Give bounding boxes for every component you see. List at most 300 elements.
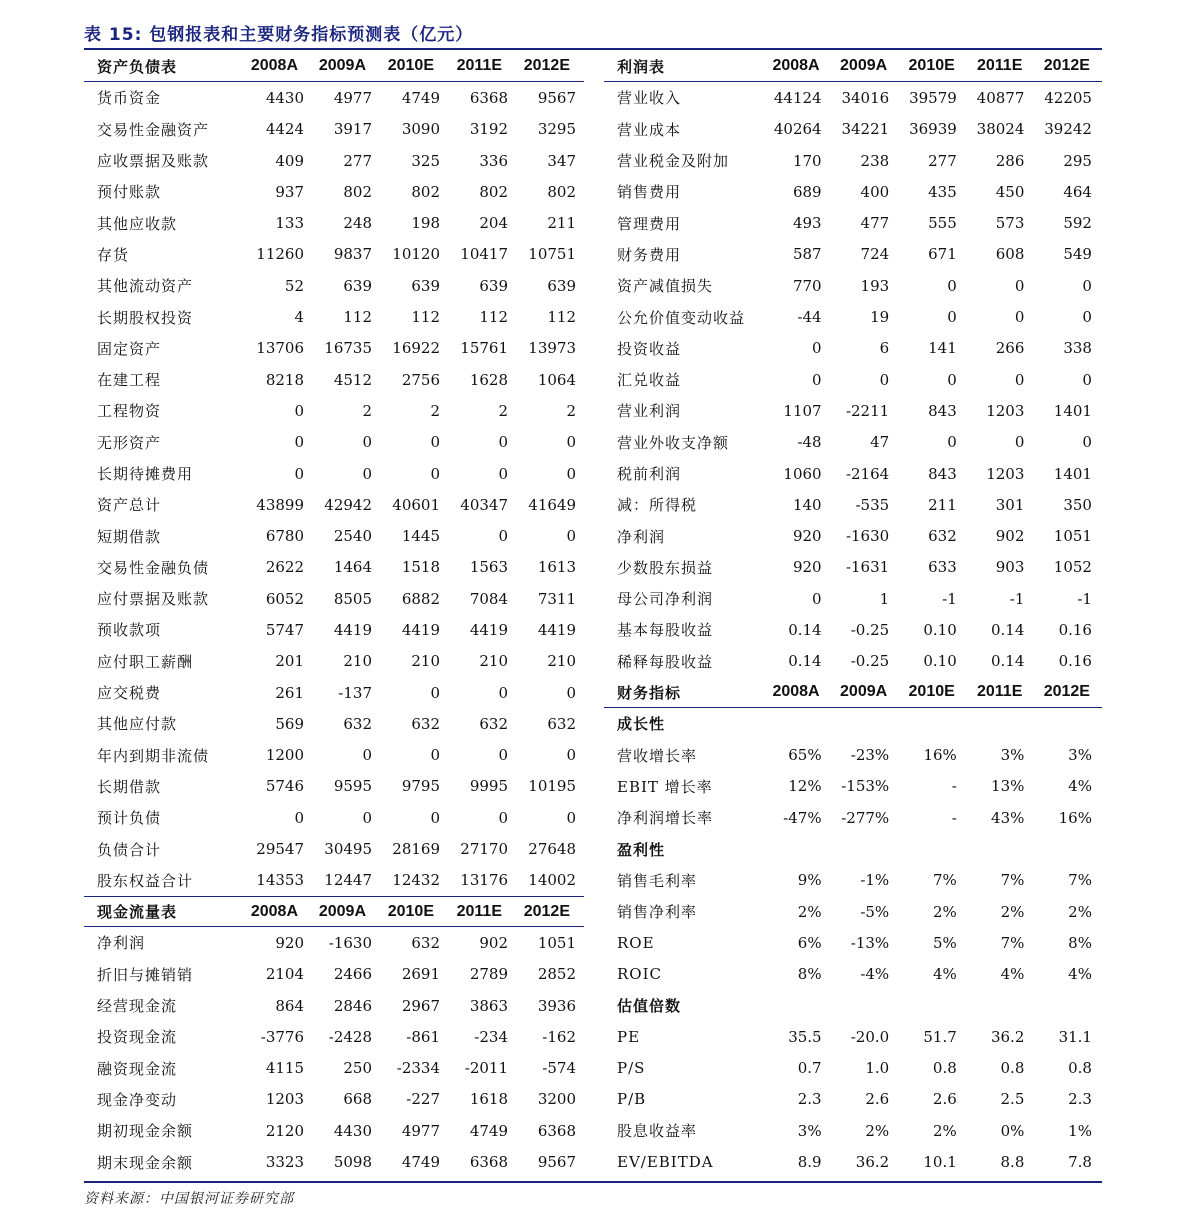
row-label: 股息收益率	[617, 1122, 698, 1141]
value-cell: 0	[430, 808, 440, 827]
row-label: 财务指标	[617, 683, 682, 702]
income-statement-header	[604, 51, 1102, 82]
value-cell: 4419	[537, 620, 576, 639]
value-cell: 2%	[1068, 902, 1092, 921]
value-cell: 16735	[324, 339, 372, 358]
row-label: 经营现金流	[97, 997, 178, 1016]
value-cell: 4%	[1068, 965, 1092, 984]
table-row	[84, 583, 584, 614]
value-cell: 3863	[469, 996, 508, 1015]
table-row	[84, 301, 584, 332]
row-label: 稀释每股收益	[617, 652, 714, 671]
value-cell: 4977	[333, 88, 372, 107]
row-label: 固定资产	[97, 339, 162, 358]
value-cell: 1060	[783, 464, 822, 483]
table-row	[604, 614, 1102, 645]
value-cell: 2012E	[523, 902, 570, 920]
value-cell: 9595	[333, 777, 372, 796]
value-cell: -1%	[860, 871, 890, 890]
value-cell: 0	[947, 370, 957, 389]
value-cell: 2967	[401, 996, 440, 1015]
table-row	[84, 427, 584, 458]
value-cell: 4749	[401, 1153, 440, 1172]
value-cell: 2009A	[840, 683, 888, 701]
value-cell: 2%	[1000, 902, 1025, 921]
value-cell: 0	[498, 683, 508, 702]
row-label: 销售毛利率	[617, 871, 698, 890]
section-title: 盈利性	[617, 840, 666, 859]
row-label: 营业外收支净额	[617, 433, 730, 452]
value-cell: 14002	[528, 871, 576, 890]
row-label: 少数股东损益	[617, 558, 714, 577]
table-row	[604, 1115, 1102, 1146]
value-cell: -574	[542, 1059, 576, 1078]
row-label: 负债合计	[97, 840, 162, 859]
value-cell: 1628	[469, 370, 508, 389]
value-cell: 920	[275, 933, 304, 952]
value-cell: -2334	[396, 1059, 440, 1078]
value-cell: 2010E	[387, 57, 434, 75]
row-label: 在建工程	[97, 371, 162, 390]
table-row	[604, 1146, 1102, 1177]
value-cell: 2008A	[250, 902, 298, 920]
value-cell: 0.8	[932, 1059, 957, 1078]
value-cell: 592	[1063, 214, 1092, 233]
value-cell: 36.2	[990, 1027, 1025, 1046]
value-cell: 2.5	[1000, 1090, 1025, 1109]
value-cell: 3295	[537, 120, 576, 139]
value-cell: 400	[860, 182, 890, 201]
value-cell: 3936	[537, 996, 576, 1015]
section-header	[604, 708, 1102, 739]
value-cell: 301	[995, 495, 1025, 514]
value-cell: 34221	[841, 120, 890, 139]
value-cell: 0	[430, 746, 440, 765]
row-label: 预计负债	[97, 809, 162, 828]
value-cell: 2622	[265, 558, 304, 577]
value-cell: 1563	[469, 558, 508, 577]
value-cell: 28169	[392, 840, 440, 859]
row-label: 交易性金融资产	[97, 120, 210, 139]
row-label: 无形资产	[97, 433, 162, 452]
value-cell: -2211	[845, 401, 890, 420]
value-cell: 6882	[401, 589, 440, 608]
value-cell: 51.7	[923, 1027, 957, 1046]
table-row	[84, 82, 584, 113]
row-label: 营业成本	[617, 120, 682, 139]
row-label: 其他应收款	[97, 214, 178, 233]
value-cell: 347	[547, 151, 576, 170]
value-cell: 0	[566, 464, 576, 483]
value-cell: 40347	[460, 495, 508, 514]
table-row	[604, 552, 1102, 583]
value-cell: 8505	[333, 589, 372, 608]
value-cell: 409	[275, 151, 304, 170]
value-cell: 16%	[923, 746, 957, 765]
value-cell: 0	[1014, 370, 1025, 389]
value-cell: 0.10	[923, 652, 957, 671]
table-row	[84, 114, 584, 145]
value-cell: 35.5	[788, 1027, 822, 1046]
table-row	[84, 270, 584, 301]
row-label: 应交税费	[97, 684, 162, 703]
value-cell: 864	[275, 996, 304, 1015]
value-cell: 4749	[401, 88, 440, 107]
value-cell: 1052	[1053, 558, 1092, 577]
value-cell: 210	[479, 652, 508, 671]
value-cell: 4749	[469, 1121, 508, 1140]
value-cell: 42942	[324, 495, 372, 514]
value-cell: -234	[474, 1027, 508, 1046]
section-header	[604, 990, 1102, 1021]
value-cell: 903	[995, 558, 1025, 577]
value-cell: 1464	[333, 558, 372, 577]
table-row	[604, 520, 1102, 551]
table-row	[604, 207, 1102, 238]
row-label: 应付票据及账款	[97, 590, 210, 609]
row-label: 净利润增长率	[617, 809, 714, 828]
table-row	[84, 176, 584, 207]
value-cell: 8%	[797, 965, 822, 984]
row-label: 长期借款	[97, 777, 162, 796]
row-label: ROIC	[617, 965, 662, 984]
value-cell: 549	[1063, 245, 1092, 264]
table-row	[604, 364, 1102, 395]
value-cell: -535	[855, 495, 890, 514]
value-cell: 4430	[333, 1121, 372, 1140]
value-cell: 0	[566, 746, 576, 765]
value-cell: 671	[928, 245, 957, 264]
value-cell: -1630	[845, 527, 890, 546]
value-cell: 14353	[256, 871, 304, 890]
value-cell: 325	[411, 151, 440, 170]
row-label: 净利润	[617, 527, 666, 546]
value-cell: 0.16	[1058, 652, 1092, 671]
value-cell: 12447	[324, 871, 372, 890]
row-label: EV/EBITDA	[617, 1153, 714, 1172]
value-cell: 211	[547, 214, 576, 233]
value-cell: 0.16	[1058, 620, 1092, 639]
row-label: 股东权益合计	[97, 871, 194, 890]
value-cell: 3192	[469, 120, 508, 139]
table-row	[604, 395, 1102, 426]
value-cell: 3200	[537, 1090, 576, 1109]
value-cell: 0	[879, 370, 890, 389]
row-label: 财务费用	[617, 245, 682, 264]
value-cell: 0%	[1000, 1121, 1025, 1140]
value-cell: 0	[430, 464, 440, 483]
value-cell: -47%	[783, 808, 822, 827]
table-row	[604, 458, 1102, 489]
table-row	[84, 364, 584, 395]
value-cell: 250	[343, 1059, 372, 1078]
table-row	[84, 458, 584, 489]
value-cell: 13%	[991, 777, 1025, 796]
value-cell: 0	[362, 433, 372, 452]
value-cell: -1	[942, 589, 957, 608]
value-cell: 336	[479, 151, 508, 170]
value-cell: 7084	[469, 589, 508, 608]
value-cell: 0	[1082, 276, 1092, 295]
value-cell: 1401	[1053, 401, 1092, 420]
value-cell: 639	[547, 276, 576, 295]
value-cell: 2010E	[908, 683, 955, 701]
value-cell: 0	[498, 464, 508, 483]
value-cell: 632	[411, 933, 440, 952]
value-cell: 0	[947, 276, 957, 295]
row-label: 公允价值变动收益	[617, 308, 746, 327]
value-cell: 2120	[265, 1121, 304, 1140]
value-cell: 0.7	[797, 1059, 822, 1078]
row-label: 预付账款	[97, 183, 162, 202]
table-row	[84, 1146, 584, 1177]
row-label: 应收票据及账款	[97, 152, 210, 171]
value-cell: -0.25	[850, 652, 890, 671]
value-cell: 7%	[1068, 871, 1092, 890]
table-row	[84, 1115, 584, 1146]
left-column	[84, 51, 584, 1178]
row-label: 其他流动资产	[97, 277, 194, 296]
value-cell: 2466	[333, 965, 372, 984]
value-cell: 6	[879, 339, 890, 358]
row-label: 营收增长率	[617, 746, 698, 765]
table-row	[604, 1021, 1102, 1052]
value-cell: 11260	[256, 245, 304, 264]
value-cell: 12%	[788, 777, 822, 796]
value-cell: 0.8	[1068, 1059, 1092, 1078]
row-label: 减：所得税	[617, 496, 698, 515]
value-cell: 493	[792, 214, 822, 233]
financial-ratios-header	[604, 677, 1102, 708]
table-row	[84, 1084, 584, 1115]
value-cell: 1064	[537, 370, 576, 389]
value-cell: 2	[566, 401, 576, 420]
value-cell: 2011E	[976, 57, 1023, 75]
value-cell: 43%	[991, 808, 1025, 827]
row-label: 预收款项	[97, 621, 162, 640]
table-row	[84, 520, 584, 551]
row-label: 母公司净利润	[617, 590, 714, 609]
value-cell: 52	[284, 276, 304, 295]
value-cell: 802	[547, 182, 576, 201]
row-label: 销售费用	[617, 183, 682, 202]
value-cell: 633	[928, 558, 957, 577]
value-cell: 133	[275, 214, 304, 233]
value-cell: 9567	[537, 88, 576, 107]
value-cell: 43899	[256, 495, 304, 514]
value-cell: 36.2	[855, 1153, 890, 1172]
row-label: 资产总计	[97, 496, 162, 515]
value-cell: 210	[547, 652, 576, 671]
value-cell: 608	[995, 245, 1025, 264]
value-cell: 36939	[909, 120, 957, 139]
value-cell: 277	[928, 151, 957, 170]
value-cell: 112	[343, 308, 372, 327]
value-cell: 668	[343, 1090, 372, 1109]
bottom-rule	[84, 1181, 1102, 1183]
value-cell: 2%	[932, 1121, 957, 1140]
value-cell: 902	[479, 933, 508, 952]
row-label: 税前利润	[617, 465, 682, 483]
value-cell: 2104	[265, 965, 304, 984]
value-cell: 0	[294, 433, 304, 452]
value-cell: 170	[792, 151, 822, 170]
value-cell: 10.1	[923, 1153, 957, 1172]
row-label: 工程物资	[97, 402, 162, 421]
table-row	[604, 1053, 1102, 1084]
value-cell: 4430	[265, 88, 304, 107]
value-cell: 9995	[469, 777, 508, 796]
value-cell: 4977	[401, 1121, 440, 1140]
value-cell: 44124	[773, 88, 822, 107]
value-cell: 4512	[333, 370, 372, 389]
value-cell: 2010E	[387, 902, 434, 920]
value-cell: 632	[547, 714, 576, 733]
value-cell: 29547	[256, 840, 304, 859]
value-cell: 9795	[401, 777, 440, 796]
value-cell: -162	[542, 1027, 576, 1046]
value-cell: 4	[294, 308, 304, 327]
value-cell: 140	[792, 495, 822, 514]
value-cell: 639	[343, 276, 372, 295]
value-cell: -	[951, 808, 957, 827]
value-cell: 0.14	[990, 620, 1025, 639]
value-cell: -227	[406, 1090, 440, 1109]
value-cell: 4%	[1000, 965, 1025, 984]
table-row	[604, 145, 1102, 176]
value-cell: 5%	[932, 933, 957, 952]
row-label: 基本每股收益	[617, 621, 714, 640]
row-label: 交易性金融负债	[97, 558, 210, 577]
value-cell: 40601	[392, 495, 440, 514]
table-row	[84, 552, 584, 583]
cash-flow-header	[84, 896, 584, 927]
value-cell: 477	[860, 214, 890, 233]
value-cell: 450	[995, 182, 1025, 201]
value-cell: 2	[498, 401, 508, 420]
row-label: 其他应付款	[97, 715, 178, 734]
value-cell: 0	[1082, 433, 1092, 452]
value-cell: 689	[792, 182, 822, 201]
value-cell: 2789	[469, 965, 508, 984]
value-cell: -1	[1009, 589, 1025, 608]
value-cell: -23%	[850, 746, 890, 765]
row-label: EBIT 增长率	[617, 777, 713, 796]
table-row	[84, 990, 584, 1021]
value-cell: 0	[498, 433, 508, 452]
value-cell: 1051	[537, 933, 576, 952]
value-cell: 2012E	[1043, 683, 1090, 701]
value-cell: 9567	[537, 1153, 576, 1172]
value-cell: 1.0	[865, 1059, 890, 1078]
value-cell: 632	[411, 714, 440, 733]
value-cell: 2012E	[523, 57, 570, 75]
row-label: 营业收入	[617, 89, 682, 108]
value-cell: 2852	[537, 965, 576, 984]
value-cell: 4419	[333, 620, 372, 639]
row-label: 营业税金及附加	[617, 152, 730, 171]
value-cell: 2691	[401, 965, 440, 984]
value-cell: 2011E	[976, 683, 1023, 701]
row-label: 融资现金流	[97, 1059, 178, 1078]
value-cell: -48	[797, 433, 822, 452]
value-cell: 1618	[469, 1090, 508, 1109]
value-cell: 6052	[265, 589, 304, 608]
value-cell: 1203	[265, 1090, 304, 1109]
value-cell: 464	[1063, 182, 1092, 201]
row-label: 资产负债表	[97, 57, 178, 76]
value-cell: 4424	[265, 120, 304, 139]
row-label: 利润表	[617, 57, 666, 76]
value-cell: 8.8	[1000, 1153, 1025, 1172]
row-label: 汇兑收益	[617, 371, 682, 390]
row-label: 折旧与摊销销	[97, 965, 194, 984]
table-row	[604, 583, 1102, 614]
value-cell: 1613	[537, 558, 576, 577]
table-row	[84, 207, 584, 238]
table-row	[604, 896, 1102, 927]
section-title: 估值倍数	[617, 997, 682, 1016]
value-cell: 2540	[333, 527, 372, 546]
value-cell: 2008A	[772, 57, 820, 75]
value-cell: 4%	[1068, 777, 1092, 796]
value-cell: 38024	[976, 120, 1025, 139]
table-row	[84, 865, 584, 896]
value-cell: -861	[406, 1027, 440, 1046]
value-cell: 0	[362, 746, 372, 765]
value-cell: 4419	[401, 620, 440, 639]
row-label: 应付职工薪酬	[97, 652, 194, 671]
row-label: 期初现金余额	[97, 1122, 194, 1141]
value-cell: 639	[411, 276, 440, 295]
value-cell: 112	[547, 308, 576, 327]
section-header	[604, 833, 1102, 864]
table-row	[604, 301, 1102, 332]
value-cell: 2009A	[318, 57, 366, 75]
value-cell: 802	[343, 182, 372, 201]
table-row	[84, 646, 584, 677]
table-row	[84, 1053, 584, 1084]
value-cell: 639	[479, 276, 508, 295]
value-cell: 338	[1063, 339, 1092, 358]
value-cell: 1051	[1053, 527, 1092, 546]
value-cell: 201	[275, 652, 304, 671]
value-cell: 2009A	[840, 57, 888, 75]
row-label: P/S	[617, 1059, 646, 1078]
value-cell: 141	[928, 339, 957, 358]
table-row	[604, 114, 1102, 145]
value-cell: 193	[860, 276, 890, 295]
value-cell: 9%	[797, 871, 822, 890]
value-cell: 65%	[788, 746, 822, 765]
value-cell: 0	[430, 433, 440, 452]
value-cell: -153%	[841, 777, 890, 796]
table-row	[604, 427, 1102, 458]
value-cell: 7%	[932, 871, 957, 890]
value-cell: 0	[812, 370, 822, 389]
value-cell: 0	[1082, 370, 1092, 389]
row-label: 投资收益	[617, 339, 682, 358]
value-cell: -277%	[841, 808, 890, 827]
source-note: 资料来源：中国银河证券研究部	[84, 1191, 294, 1207]
value-cell: 920	[792, 558, 822, 577]
balance-sheet-header	[84, 51, 584, 82]
value-cell: 0	[498, 808, 508, 827]
row-label: 长期股权投资	[97, 308, 194, 327]
value-cell: 42205	[1044, 88, 1092, 107]
table-row	[84, 708, 584, 739]
table-row	[604, 771, 1102, 802]
